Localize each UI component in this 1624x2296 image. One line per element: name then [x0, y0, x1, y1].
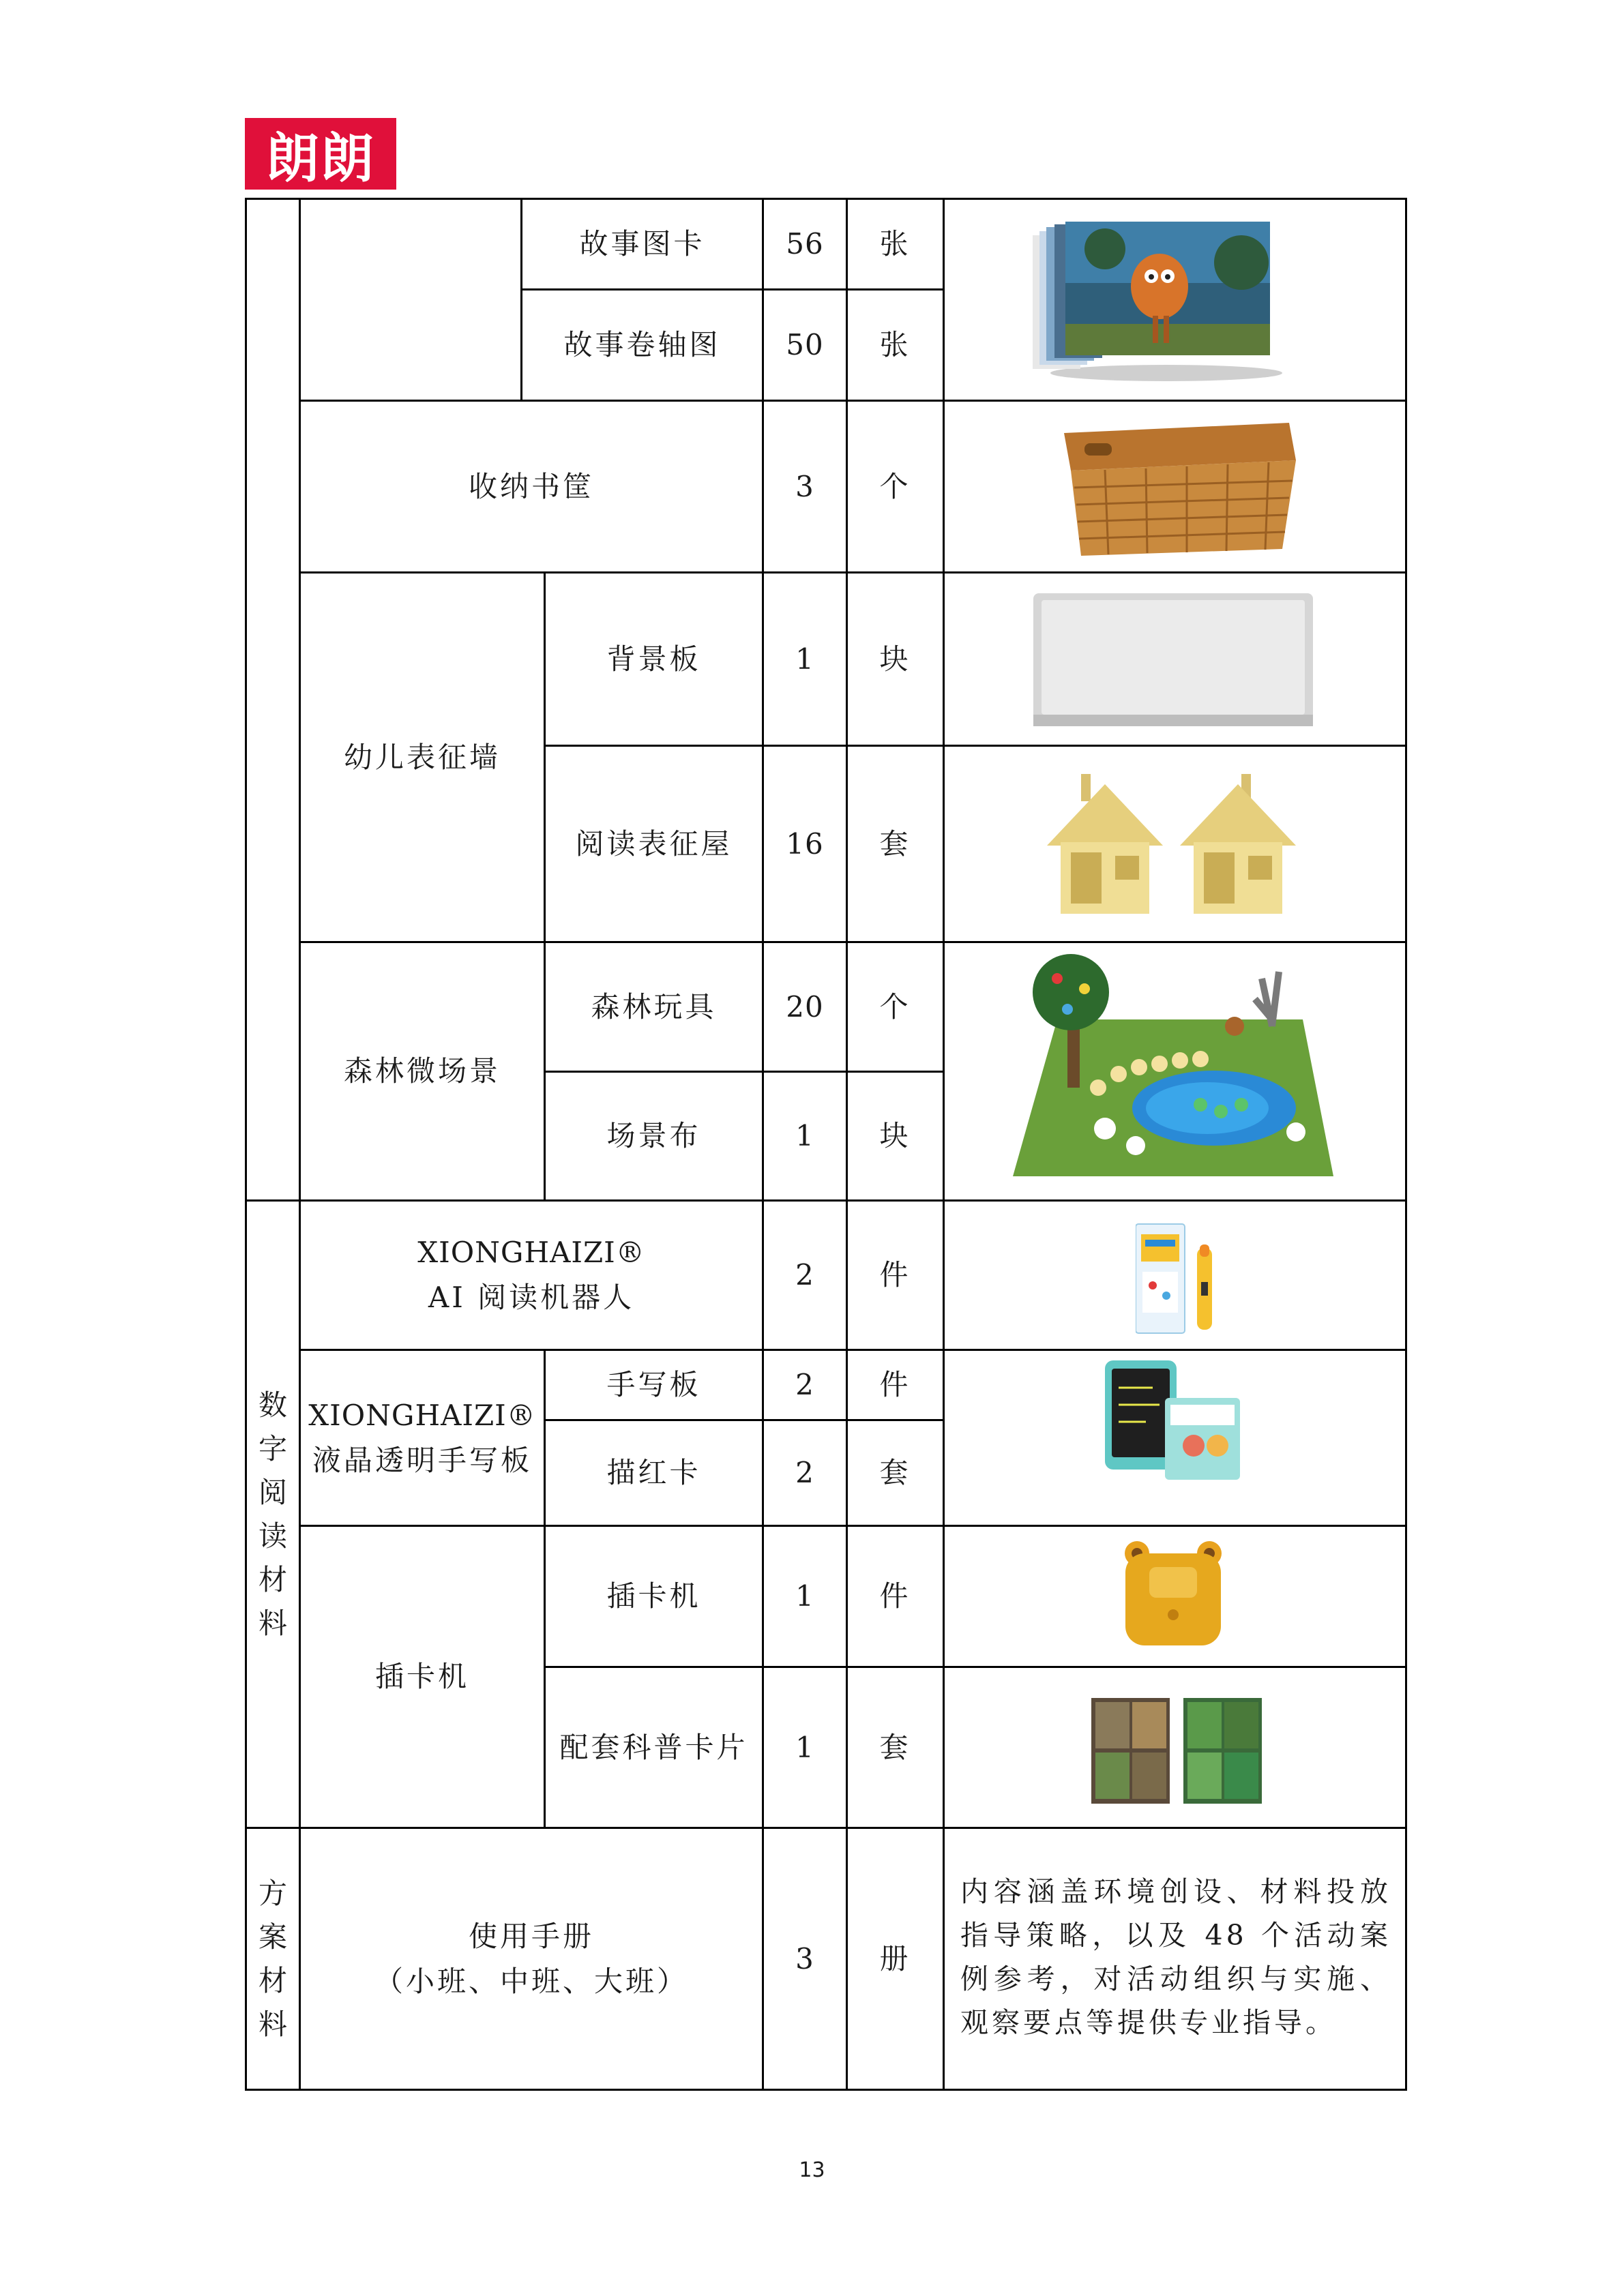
unit-book-basket: 个 — [879, 469, 911, 503]
card-machine-image — [1122, 1540, 1224, 1649]
story-cards-image — [1023, 222, 1296, 385]
reading-house-image — [1044, 767, 1303, 917]
unit-story-cards: 张 — [879, 227, 911, 260]
category-digital-reading — [247, 1202, 299, 1827]
unit-story-scroll: 张 — [879, 328, 911, 361]
qty-ai-robot: 2 — [795, 1258, 814, 1292]
unit-scene-cloth: 块 — [879, 1119, 911, 1152]
item-name-ai-robot — [301, 1202, 762, 1349]
item-name-backboard: 背景板 — [606, 642, 701, 676]
qty-backboard: 1 — [795, 642, 814, 676]
unit-card-machine: 件 — [879, 1579, 911, 1613]
group-lcd-board — [301, 1351, 544, 1525]
qty-reading-house: 16 — [786, 826, 824, 861]
backboard-image — [1033, 593, 1313, 726]
qty-science-cards: 1 — [795, 1730, 814, 1764]
unit-backboard: 块 — [879, 642, 911, 676]
ai-robot-brand: XIONGHAIZI® — [417, 1236, 645, 1269]
science-cards-image — [1091, 1698, 1262, 1804]
qty-forest-toys: 20 — [786, 989, 824, 1024]
qty-story-cards: 56 — [786, 227, 824, 260]
item-name-forest-toys: 森林玩具 — [591, 989, 717, 1024]
category-plan-text: 方案材料 — [258, 1876, 287, 2041]
group-card-machine: 插卡机 — [374, 1660, 469, 1693]
brand-logo — [245, 118, 396, 190]
item-name-science-cards: 配套科普卡片 — [559, 1730, 748, 1764]
qty-scene-cloth: 1 — [795, 1119, 814, 1152]
qty-book-basket: 3 — [795, 469, 814, 503]
qty-card-machine: 1 — [795, 1579, 814, 1613]
manual-title: 使用手册 — [468, 1919, 594, 1953]
unit-writing-board: 件 — [879, 1368, 911, 1401]
item-name-story-scroll: 故事卷轴图 — [563, 328, 721, 361]
item-name-story-cards: 故事图卡 — [579, 227, 705, 260]
item-name-scene-cloth: 场景布 — [606, 1119, 701, 1152]
lcd-board-brand: XIONGHAIZI® — [308, 1398, 536, 1432]
ai-robot-image — [1136, 1221, 1228, 1337]
logo-text: 朗朗 — [265, 128, 375, 190]
unit-tracing-card: 套 — [879, 1456, 911, 1489]
item-name-card-machine: 插卡机 — [606, 1579, 701, 1613]
group-forest-scene: 森林微场景 — [343, 1054, 501, 1088]
book-basket-image — [1050, 413, 1303, 559]
page-number: 13 — [799, 2158, 825, 2182]
unit-reading-house: 套 — [879, 826, 911, 861]
item-name-manual — [301, 1829, 762, 2089]
qty-manual: 3 — [795, 1941, 814, 1976]
lcd-board-image — [1105, 1360, 1255, 1483]
unit-forest-toys: 个 — [879, 989, 911, 1024]
qty-writing-board: 2 — [795, 1368, 814, 1401]
item-name-writing-board: 手写板 — [606, 1368, 701, 1401]
item-name-book-basket: 收纳书筐 — [468, 469, 594, 503]
qty-tracing-card: 2 — [795, 1456, 814, 1489]
ai-robot-name: AI 阅读机器人 — [428, 1281, 635, 1314]
unit-science-cards: 套 — [879, 1730, 911, 1764]
category-digital-text: 数字阅读材料 — [258, 1388, 287, 1640]
unit-manual: 册 — [879, 1941, 911, 1976]
manual-description: 内容涵盖环境创设、材料投放指导策略，以及 48 个活动案例参考，对活动组织与实施、观察要点等提供专业指导。 — [960, 1875, 1391, 2039]
item-name-tracing-card: 描红卡 — [606, 1456, 701, 1489]
group-kid-wall: 幼儿表征墙 — [343, 740, 501, 774]
lcd-board-name: 液晶透明手写板 — [312, 1443, 532, 1477]
unit-ai-robot: 件 — [879, 1258, 911, 1292]
manual-levels: （小班、中班、大班） — [374, 1964, 688, 1998]
forest-scene-image — [1009, 951, 1337, 1183]
category-plan-materials — [247, 1829, 299, 2089]
item-name-reading-house: 阅读表征屋 — [575, 826, 733, 861]
qty-story-scroll: 50 — [786, 328, 824, 361]
